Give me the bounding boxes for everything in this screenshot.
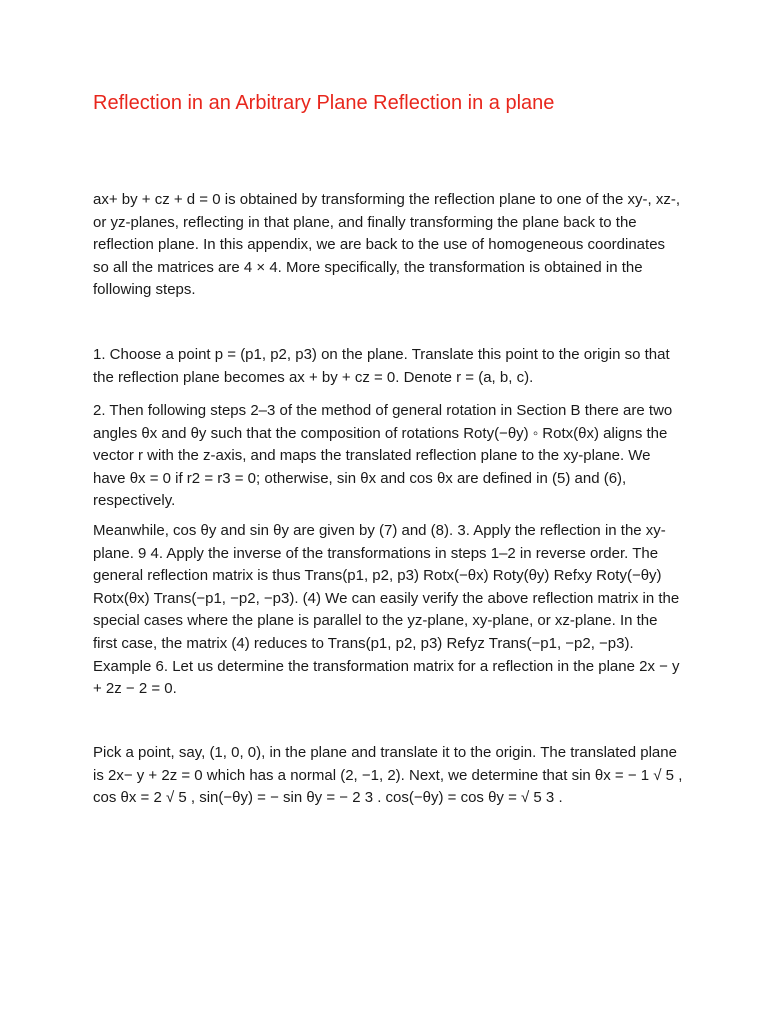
paragraph-example-solution: Pick a point, say, (1, 0, 0), in the plane and translate it to the origin. The translated plane is 2x− y + 2z = 0 which has a normal (2, −1, 2). Next, we determine that sin θx = − 1 √ 5 , cos θx = 2 √ 5 , sin(−θy) = − sin θy = − 2 3 . cos(−θy) = cos θy = √ 5 3 .: [93, 744, 683, 807]
paragraph-step-1: 1. Choose a point p = (p1, p2, p3) on the plane. Translate this point to the origin so that the reflection plane becomes ax + by + cz = 0. Denote r = (a, b, c).: [93, 346, 670, 386]
paragraph-intro: ax+ by + cz + d = 0 is obtained by transforming the reflection plane to one of the xy-, xz-, or yz-planes, reflecting in that plane, and finally transforming the plane back to the reflection plane. In this appendix, we are back to the use of homogeneous coordinates so all the matrices are 4 × 4. More specifically, the transformation is obtained in the following steps.: [93, 191, 680, 299]
paragraph-step-2: 2. Then following steps 2–3 of the method of general rotation in Section B there are two angles θx and θy such that the composition of rotations Roty(−θy) ◦ Rotx(θx) aligns the vector r with the z-axis, and maps the translated reflection plane to the xy-plane. We have θx = 0 if r2 = r3 = 0; otherwise, sin θx and cos θx are defined in (5) and (6), respectively.: [93, 402, 673, 510]
paragraph-steps-3-4-example: Meanwhile, cos θy and sin θy are given by (7) and (8). 3. Apply the reflection in the xy-plane. 9 4. Apply the inverse of the transformations in steps 1–2 in reverse order. The general reflection matrix is thus Trans(p1, p2, p3) Rotx(−θx) Roty(θy) Refxy Roty(−θy) Rotx(θx) Trans(−p1, −p2, −p3). (4) We can easily verify the above reflection matrix in the special cases where the plane is parallel to the yz-plane, xy-plane, or xz-plane. In the first case, the matrix (4) reduces to Trans(p1, p2, p3) Refyz Trans(−p1, −p2, −p3). Example 6. Let us determine the transformation matrix for a reflection in the plane 2x − y + 2z − 2 = 0.: [93, 522, 680, 698]
document-title: Reflection in an Arbitrary Plane Reflection in a plane: [93, 92, 555, 114]
